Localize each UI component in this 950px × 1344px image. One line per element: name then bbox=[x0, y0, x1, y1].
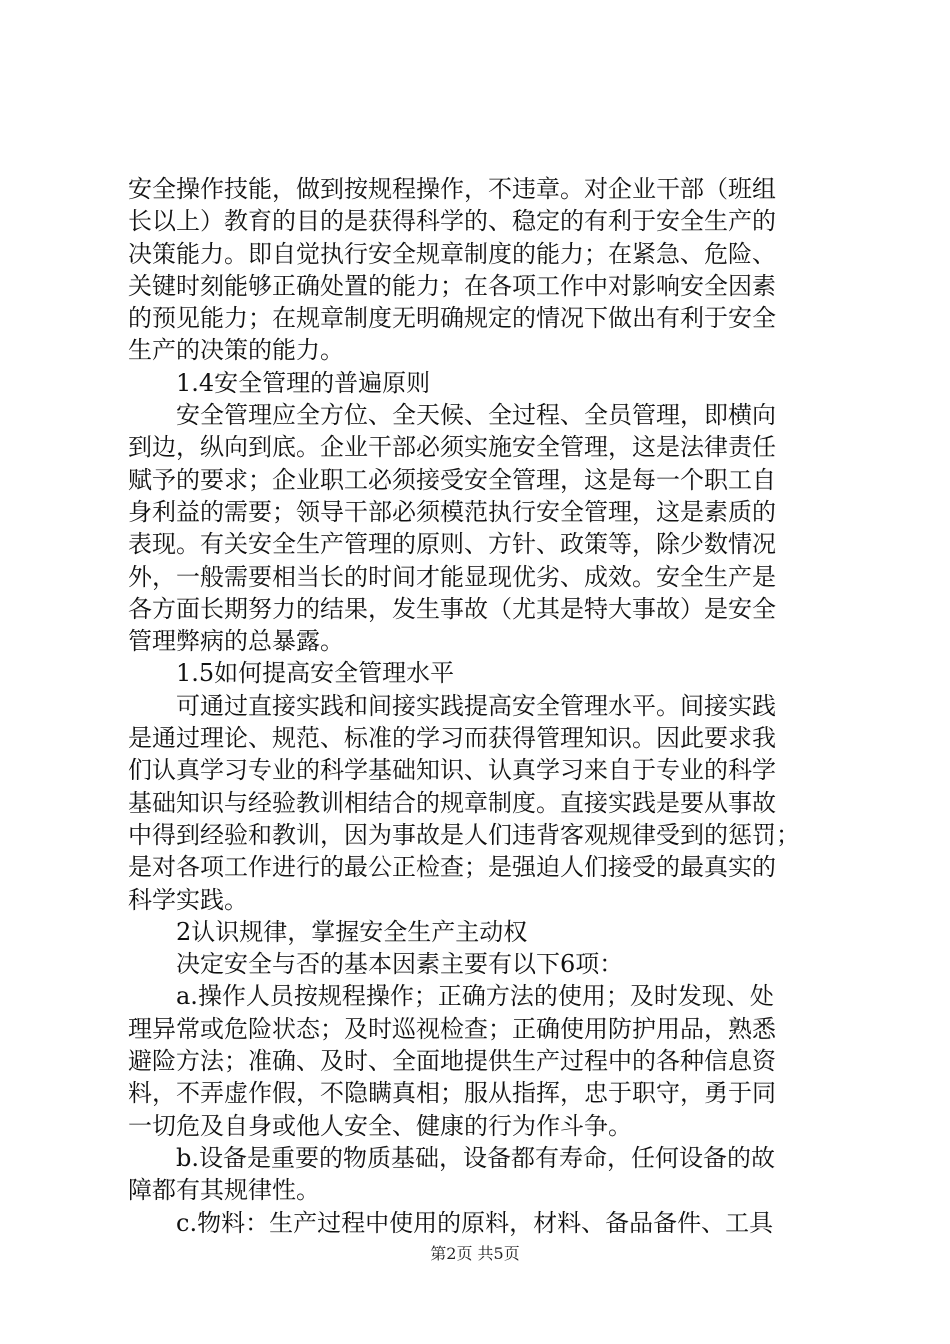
text-line: b.设备是重要的物质基础，设备都有寿命，任何设备的故 bbox=[176, 1143, 775, 1172]
text-line: 各方面长期努力的结果，发生事故（尤其是特大事故）是安全 bbox=[128, 594, 776, 623]
text-line: 中得到经验和教训，因为事故是人们违背客观规律受到的惩罚； bbox=[128, 820, 800, 849]
text-line: 生产的决策的能力。 bbox=[128, 336, 344, 365]
text-line: 避险方法；准确、及时、全面地提供生产过程中的各种信息资 bbox=[128, 1047, 776, 1076]
text-line: 障都有其规律性。 bbox=[128, 1176, 320, 1205]
text-line: 安全操作技能，做到按规程操作，不违章。对企业干部（班组 bbox=[128, 175, 776, 203]
text-line: 表现。有关安全生产管理的原则、方针、政策等，除少数情况 bbox=[128, 530, 776, 559]
text-line: 一切危及自身或他人安全、健康的行为作斗争。 bbox=[128, 1111, 632, 1140]
text-line: 外，一般需要相当长的时间才能显现优劣、成效。安全生产是 bbox=[128, 562, 776, 591]
text-line: 理异常或危险状态；及时巡视检查；正确使用防护用品，熟悉 bbox=[128, 1014, 776, 1043]
text-line: 是对各项工作进行的最公正检查；是强迫人们接受的最真实的 bbox=[128, 853, 776, 882]
text-line: 料，不弄虚作假，不隐瞒真相；服从指挥，忠于职守，勇于同 bbox=[128, 1079, 776, 1108]
text-line: 科学实践。 bbox=[128, 885, 248, 914]
text-line: 的预见能力；在规章制度无明确规定的情况下做出有利于安全 bbox=[128, 304, 776, 333]
text-line: 身利益的需要；领导干部必须模范执行安全管理，这是素质的 bbox=[128, 497, 776, 526]
text-line: 2认识规律，掌握安全生产主动权 bbox=[176, 917, 528, 946]
text-line: 1.5如何提高安全管理水平 bbox=[176, 659, 455, 688]
text-line: 安全管理应全方位、全天候、全过程、全员管理，即横向 bbox=[176, 401, 776, 430]
text-line: 基础知识与经验教训相结合的规章制度。直接实践是要从事故 bbox=[128, 788, 776, 817]
page-footer: 第2页 共5页 bbox=[430, 1244, 520, 1263]
text-line: 决策能力。即自觉执行安全规章制度的能力；在紧急、危险、 bbox=[128, 239, 776, 268]
document-body bbox=[128, 173, 828, 1239]
text-line: 1.4安全管理的普遍原则 bbox=[176, 368, 431, 397]
text-line: 可通过直接实践和间接实践提高安全管理水平。间接实践 bbox=[176, 691, 776, 720]
text-line: 到边，纵向到底。企业干部必须实施安全管理，这是法律责任 bbox=[128, 433, 776, 462]
text-line: 决定安全与否的基本因素主要有以下6项： bbox=[176, 950, 624, 979]
text-line: 们认真学习专业的科学基础知识、认真学习来自于专业的科学 bbox=[128, 756, 776, 785]
text-line: 长以上）教育的目的是获得科学的、稳定的有利于安全生产的 bbox=[128, 207, 776, 236]
text-line: c.物料：生产过程中使用的原料，材料、备品备件、工具 bbox=[176, 1208, 774, 1237]
text-line: a.操作人员按规程操作；正确方法的使用；及时发现、处 bbox=[176, 982, 774, 1011]
text-line: 关键时刻能够正确处置的能力；在各项工作中对影响安全因素 bbox=[128, 271, 776, 300]
text-line: 是通过理论、规范、标准的学习而获得管理知识。因此要求我 bbox=[128, 724, 776, 753]
text-line: 管理弊病的总暴露。 bbox=[128, 627, 344, 656]
text-line: 赋予的要求；企业职工必须接受安全管理，这是每一个职工自 bbox=[128, 465, 776, 494]
